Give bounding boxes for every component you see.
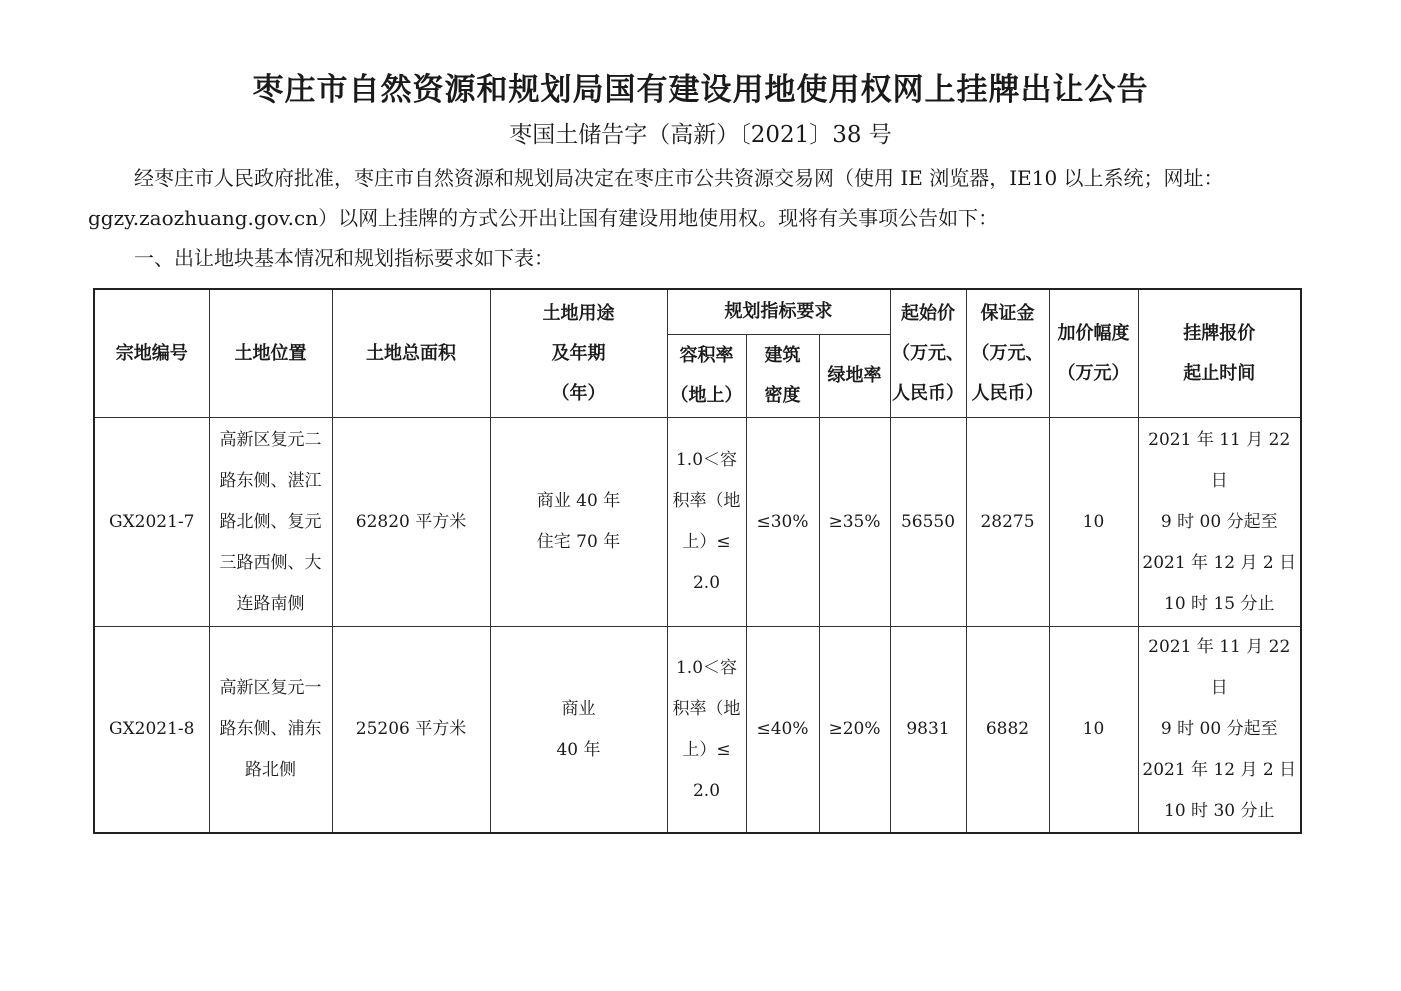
cell-green: ≥35% xyxy=(819,418,890,627)
header-listing-time xyxy=(1138,289,1301,418)
cell-far-line: 1.0＜容 xyxy=(675,657,738,678)
cell-far-line: 积率（地 xyxy=(672,491,741,511)
header-use-line1: 土地用途 xyxy=(542,302,615,324)
cell-density: ≤30% xyxy=(746,418,819,627)
notice-title: 枣庄市自然资源和规划局国有建设用地使用权网上挂牌出让公告 xyxy=(252,72,1149,108)
cell-far-line: 2.0 xyxy=(692,573,721,593)
header-start-price xyxy=(890,289,966,418)
header-deposit-line2: （万元、 xyxy=(971,342,1044,364)
header-listing-time-line2: 起止时间 xyxy=(1183,362,1256,384)
header-density-line2: 密度 xyxy=(764,385,801,406)
cell-listing-time-line: 9 时 00 分起至 xyxy=(1160,511,1278,532)
header-start-price-line1: 起始价 xyxy=(901,302,955,324)
header-use-line2: 及年期 xyxy=(551,342,606,364)
cell-far-line: 2.0 xyxy=(692,780,721,801)
header-location: 土地位置 xyxy=(209,289,332,418)
cell-green: ≥20% xyxy=(819,627,890,834)
table-row xyxy=(94,418,1301,627)
cell-location-line: 路东侧、湛江 xyxy=(219,470,322,491)
header-density-line1: 建筑 xyxy=(764,345,801,366)
cell-location xyxy=(209,627,332,834)
header-start-price-line2: （万元、 xyxy=(892,342,964,364)
header-increment xyxy=(1049,289,1138,418)
header-planning: 规划指标要求 xyxy=(667,289,890,335)
header-increment-line2: （万元） xyxy=(1057,362,1130,384)
header-use xyxy=(490,289,667,418)
cell-listing-time-line: 10 时 30 分止 xyxy=(1164,801,1275,821)
header-deposit xyxy=(966,289,1049,418)
header-parcel-id: 宗地编号 xyxy=(94,289,209,418)
header-deposit-line1: 保证金 xyxy=(980,302,1035,324)
header-far xyxy=(667,335,746,418)
header-increment-line1: 加价幅度 xyxy=(1057,322,1130,344)
cell-parcel-id: GX2021-7 xyxy=(94,418,209,627)
cell-location-line: 路北侧 xyxy=(245,760,296,780)
cell-far-line: 上）≤ xyxy=(682,739,731,760)
cell-far-line: 积率（地 xyxy=(672,698,741,719)
cell-use xyxy=(490,627,667,834)
cell-location-line: 高新区复元一 xyxy=(219,678,322,698)
cell-listing-time-line: 2021 年 11 月 22 日 xyxy=(1148,637,1291,698)
cell-listing-time xyxy=(1138,418,1301,627)
section-heading: 一、出让地块基本情况和规划指标要求如下表： xyxy=(134,246,554,270)
cell-location-line: 高新区复元二 xyxy=(219,429,322,450)
cell-far xyxy=(667,418,746,627)
cell-use-line: 40 年 xyxy=(556,739,601,760)
header-use-line3: （年） xyxy=(551,382,606,404)
cell-far-line: 上）≤ xyxy=(682,532,731,552)
cell-listing-time xyxy=(1138,627,1301,834)
cell-location-line: 连路南侧 xyxy=(236,593,305,614)
cell-start-price: 9831 xyxy=(890,627,966,834)
cell-listing-time-line: 10 时 15 分止 xyxy=(1164,593,1275,614)
cell-deposit: 6882 xyxy=(966,627,1049,834)
land-parcel-table xyxy=(93,288,1302,834)
cell-increment: 10 xyxy=(1049,627,1138,834)
header-far-line1: 容积率 xyxy=(679,345,734,366)
cell-density: ≤40% xyxy=(746,627,819,834)
header-green: 绿地率 xyxy=(819,335,890,418)
cell-listing-time-line: 2021 年 12 月 2 日 xyxy=(1142,760,1297,780)
cell-location-line: 路北侧、复元 xyxy=(219,511,322,532)
header-start-price-line3: 人民币） xyxy=(892,382,964,404)
cell-area: 62820 平方米 xyxy=(332,418,490,627)
cell-use xyxy=(490,418,667,627)
cell-location-line: 路东侧、浦东 xyxy=(219,719,322,739)
header-far-line2: （地上） xyxy=(670,385,743,406)
header-deposit-line3: 人民币） xyxy=(971,382,1044,404)
cell-listing-time-line: 2021 年 12 月 2 日 xyxy=(1142,552,1297,573)
cell-location xyxy=(209,418,332,627)
cell-parcel-id: GX2021-8 xyxy=(94,627,209,834)
notice-number: 枣国土储告字（高新）〔2021〕38 号 xyxy=(509,122,892,148)
cell-use-line: 商业 40 年 xyxy=(536,491,621,511)
header-density xyxy=(746,335,819,418)
header-area: 土地总面积 xyxy=(332,289,490,418)
cell-far-line: 1.0＜容 xyxy=(675,450,738,470)
intro-paragraph: 经枣庄市人民政府批准，枣庄市自然资源和规划局决定在枣庄市公共资源交易网（使用 IE 浏览器，IE10 以上系统；网址：ggzy.zaozhuang.gov.cn）以网上挂牌的方式公开出让国有建设用地使用权。现将有关事项公告如下： xyxy=(88,166,1224,230)
cell-start-price: 56550 xyxy=(890,418,966,627)
table-row xyxy=(94,627,1301,834)
cell-deposit: 28275 xyxy=(966,418,1049,627)
cell-listing-time-line: 9 时 00 分起至 xyxy=(1160,719,1278,739)
cell-increment: 10 xyxy=(1049,418,1138,627)
header-listing-time-line1: 挂牌报价 xyxy=(1183,322,1256,344)
cell-use-line: 住宅 70 年 xyxy=(536,532,621,552)
cell-location-line: 三路西侧、大 xyxy=(219,552,322,573)
cell-area: 25206 平方米 xyxy=(332,627,490,834)
cell-far xyxy=(667,627,746,834)
cell-listing-time-line: 2021 年 11 月 22 日 xyxy=(1148,429,1291,491)
cell-use-line: 商业 xyxy=(561,698,596,719)
